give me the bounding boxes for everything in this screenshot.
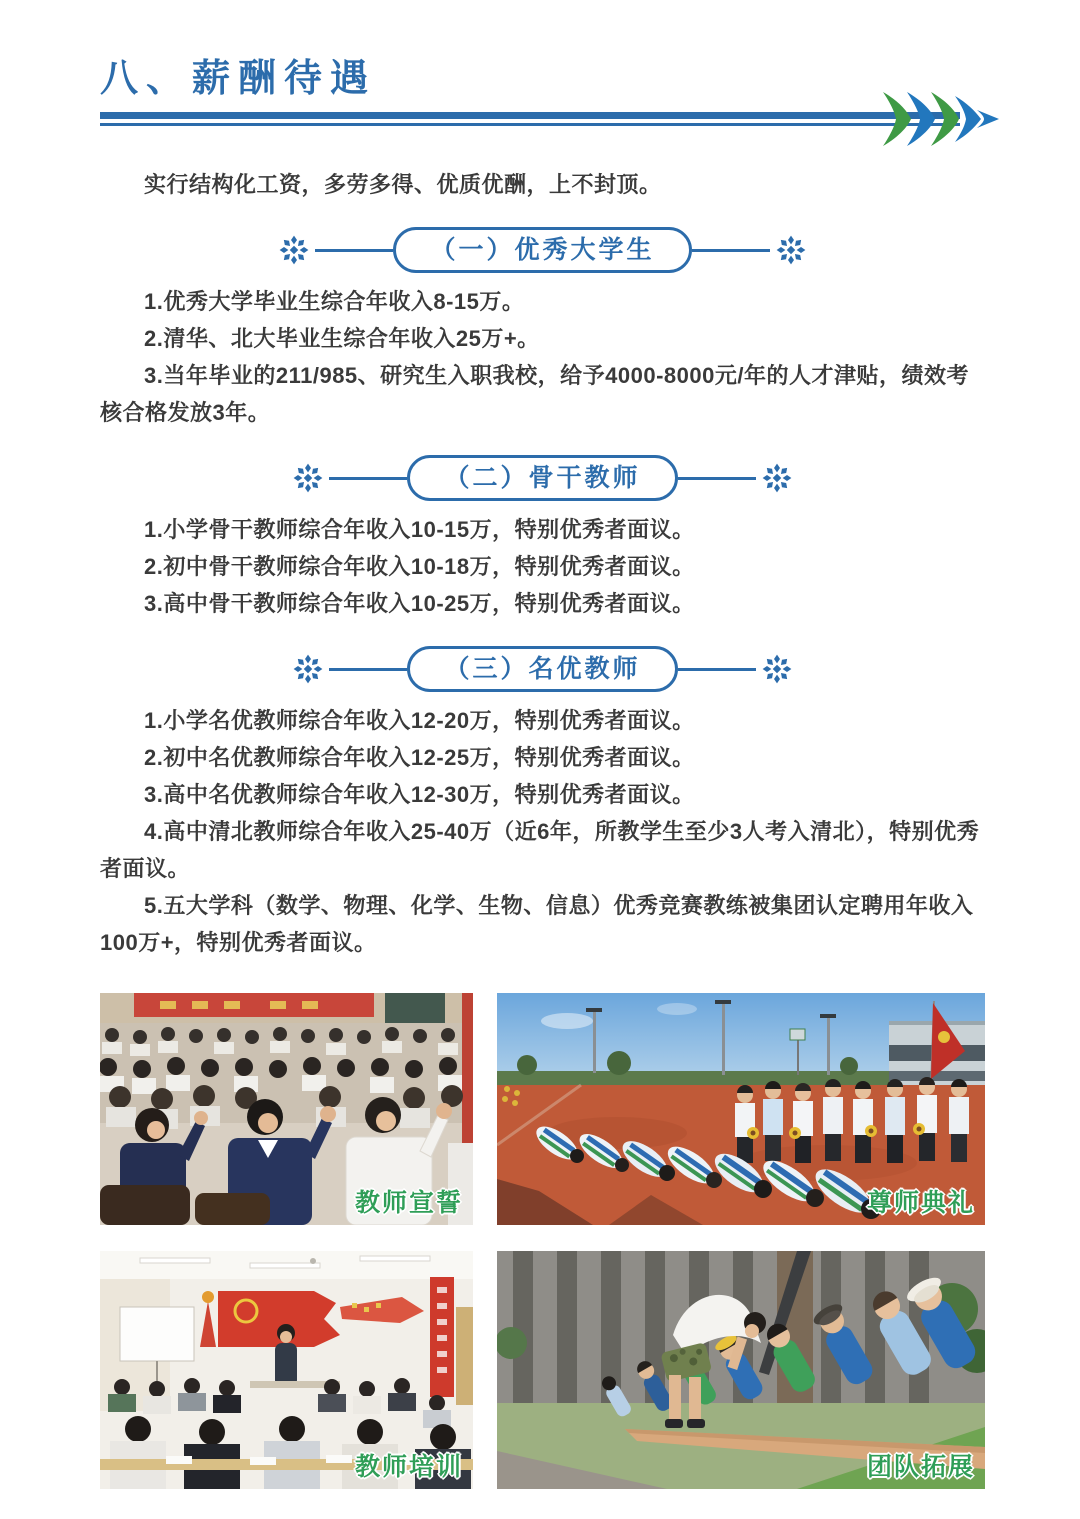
snowflake-icon	[776, 235, 806, 265]
section-3-header	[100, 646, 985, 692]
wing-arrow-icon	[881, 88, 999, 150]
snowflake-icon	[279, 235, 309, 265]
photo-caption: 尊师典礼	[866, 1189, 975, 1217]
divider-line-thin	[100, 123, 960, 126]
photo-caption: 教师培训	[354, 1453, 463, 1481]
section-3-item: 2.初中名优教师综合年收入12-25万，特别优秀者面议。	[144, 745, 695, 770]
header-line-left	[329, 668, 407, 671]
photo-grid	[100, 993, 985, 1489]
header-line-left	[315, 249, 393, 252]
section-3-title: （三）名优教师	[407, 646, 677, 692]
section-1-header	[100, 227, 985, 273]
section-2-item: 3.高中骨干教师综合年收入10-25万，特别优秀者面议。	[144, 591, 695, 616]
page-title: 八、薪酬待遇	[100, 58, 377, 100]
section-1-item: 1.优秀大学毕业生综合年收入8-15万。	[144, 289, 525, 314]
intro-paragraph: 实行结构化工资，多劳多得、优质优酬，上不封顶。	[144, 172, 662, 197]
snowflake-icon	[293, 654, 323, 684]
header-line-right	[678, 668, 756, 671]
section-2-title: （二）骨干教师	[407, 455, 677, 501]
section-3-item: 3.高中名优教师综合年收入12-30万，特别优秀者面议。	[144, 782, 695, 807]
photo-respect-ceremony	[497, 993, 985, 1225]
section-1-item: 2.清华、北大毕业生综合年收入25万+。	[144, 326, 540, 351]
section-3-item: 5.五大学科（数学、物理、化学、生物、信息）优秀竞赛教练被集团认定聘用年收入100万+，特别优秀者面议。	[100, 893, 974, 955]
photo-team-building	[497, 1251, 985, 1489]
photo-caption: 教师宣誓	[354, 1189, 463, 1217]
snowflake-icon	[293, 463, 323, 493]
section-1-title: （一）优秀大学生	[393, 227, 691, 273]
section-1-item: 3.当年毕业的211/985、研究生入职我校，给予4000-8000元/年的人才津贴，绩效考核合格发放3年。	[100, 363, 969, 425]
section-3-item: 4.高中清北教师综合年收入25-40万（近6年，所教学生至少3人考入清北），特别优秀者面议。	[100, 819, 980, 881]
header-line-left	[329, 477, 407, 480]
snowflake-icon	[762, 654, 792, 684]
title-divider	[100, 112, 985, 126]
photo-caption: 团队拓展	[866, 1453, 975, 1481]
photo-teacher-training	[100, 1251, 473, 1489]
divider-line-thick	[100, 112, 960, 119]
photo-teacher-oath	[100, 993, 473, 1225]
section-3-item: 1.小学名优教师综合年收入12-20万，特别优秀者面议。	[144, 708, 695, 733]
snowflake-icon	[762, 463, 792, 493]
header-line-right	[678, 477, 756, 480]
section-2-header	[100, 455, 985, 501]
section-2-item: 1.小学骨干教师综合年收入10-15万，特别优秀者面议。	[144, 517, 695, 542]
header-line-right	[692, 249, 770, 252]
section-2-item: 2.初中骨干教师综合年收入10-18万，特别优秀者面议。	[144, 554, 695, 579]
content-area	[100, 166, 985, 1489]
